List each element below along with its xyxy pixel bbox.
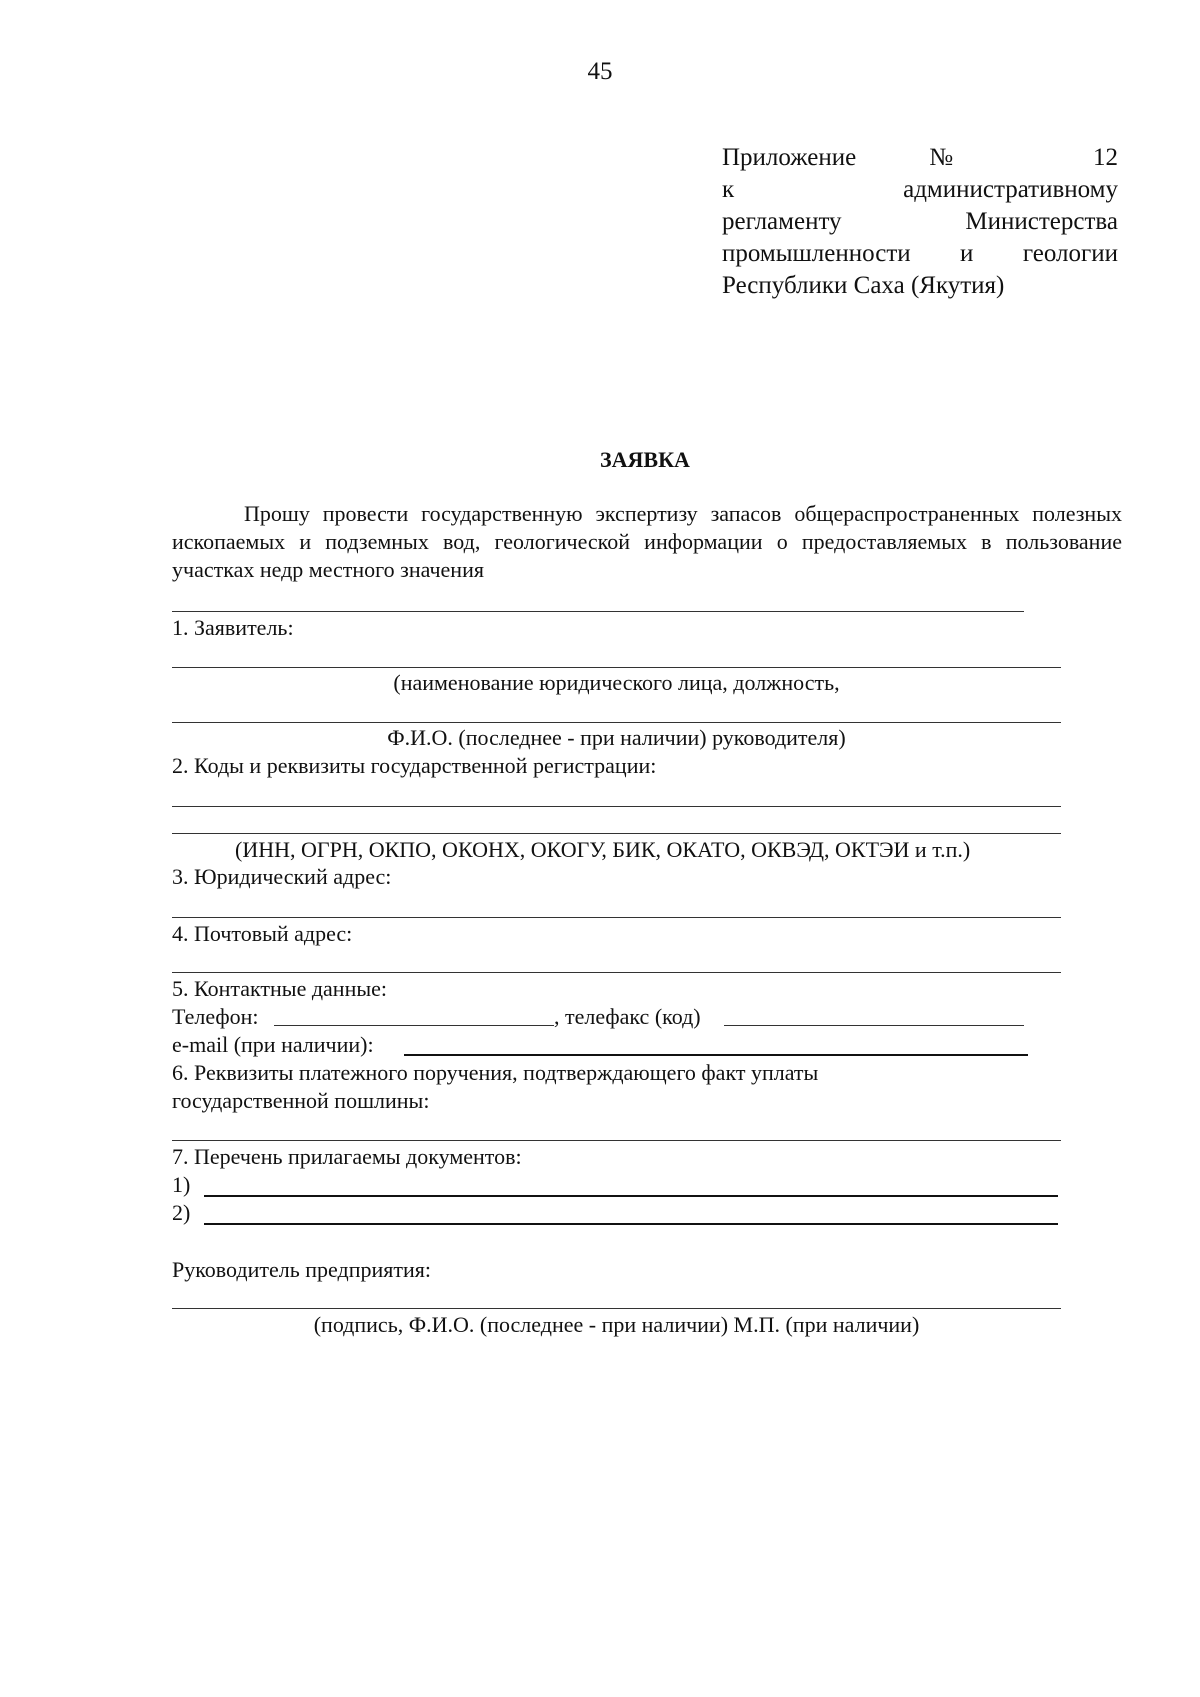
- appendix-line: Республики Саха (Якутия): [722, 272, 1005, 299]
- appendix-line: промышленности и геологии: [722, 240, 1118, 267]
- applicant-hint-1: (наименование юридического лица, должность,: [393, 670, 840, 695]
- payment-label-line-1: 6. Реквизиты платежного поручения, подтверждающего факт уплаты: [172, 1060, 819, 1085]
- applicant-field-line-2[interactable]: [172, 722, 1061, 723]
- appendix-header: [722, 142, 1118, 302]
- signature-field-line[interactable]: [172, 1308, 1061, 1309]
- postal-address-field-line[interactable]: [172, 972, 1061, 973]
- doc-item-1-field-line[interactable]: [204, 1195, 1058, 1197]
- payment-field-line[interactable]: [172, 1140, 1061, 1141]
- legal-address-field-line[interactable]: [172, 917, 1061, 918]
- phone-label: Телефон:: [172, 1004, 259, 1029]
- email-field-line[interactable]: [404, 1054, 1028, 1056]
- applicant-label: 1. Заявитель:: [172, 615, 294, 640]
- phone-field-line[interactable]: [274, 1025, 554, 1026]
- fax-field-line[interactable]: [724, 1025, 1024, 1026]
- codes-hint: (ИНН, ОГРН, ОКПО, ОКОНХ, ОКОГУ, БИК, ОКАТО, ОКВЭД, ОКТЭИ и т.п.): [235, 837, 971, 862]
- codes-label: 2. Коды и реквизиты государственной регистрации:: [172, 753, 657, 778]
- page-number: 45: [587, 58, 613, 85]
- appendix-line: Приложение № 12: [722, 144, 1118, 171]
- legal-address-label: 3. Юридический адрес:: [172, 864, 392, 889]
- applicant-field-line-1[interactable]: [172, 667, 1061, 668]
- applicant-hint-2: Ф.И.О. (последнее - при наличии) руководителя): [387, 725, 846, 750]
- intro-text: Прошу провести государственную экспертизу запасов общераспространенных полезных ископаемых и подземных вод, геологической информации о предоставляемых в пользование участках недр местного значения: [172, 501, 1122, 582]
- email-label: e-mail (при наличии):: [172, 1032, 374, 1057]
- appendix-line: регламенту Министерства: [722, 208, 1118, 235]
- codes-field-line-2[interactable]: [172, 833, 1061, 834]
- docs-label: 7. Перечень прилагаемы документов:: [172, 1144, 522, 1169]
- form-title: ЗАЯВКА: [600, 447, 690, 472]
- appendix-line: к административному: [722, 176, 1118, 203]
- contacts-label: 5. Контактные данные:: [172, 976, 387, 1001]
- intro-paragraph: [172, 500, 1122, 584]
- doc-item-1-number: 1): [172, 1172, 191, 1197]
- doc-item-2-number: 2): [172, 1200, 191, 1225]
- signature-hint: (подпись, Ф.И.О. (последнее - при наличии) М.П. (при наличии): [313, 1312, 920, 1337]
- fax-label: , телефакс (код): [554, 1004, 701, 1029]
- doc-item-2-field-line[interactable]: [204, 1223, 1058, 1225]
- codes-field-line-1[interactable]: [172, 806, 1061, 807]
- intro-underline[interactable]: [172, 611, 1024, 612]
- postal-address-label: 4. Почтовый адрес:: [172, 921, 353, 946]
- head-label: Руководитель предприятия:: [172, 1257, 431, 1282]
- payment-label-line-2: государственной пошлины:: [172, 1088, 430, 1113]
